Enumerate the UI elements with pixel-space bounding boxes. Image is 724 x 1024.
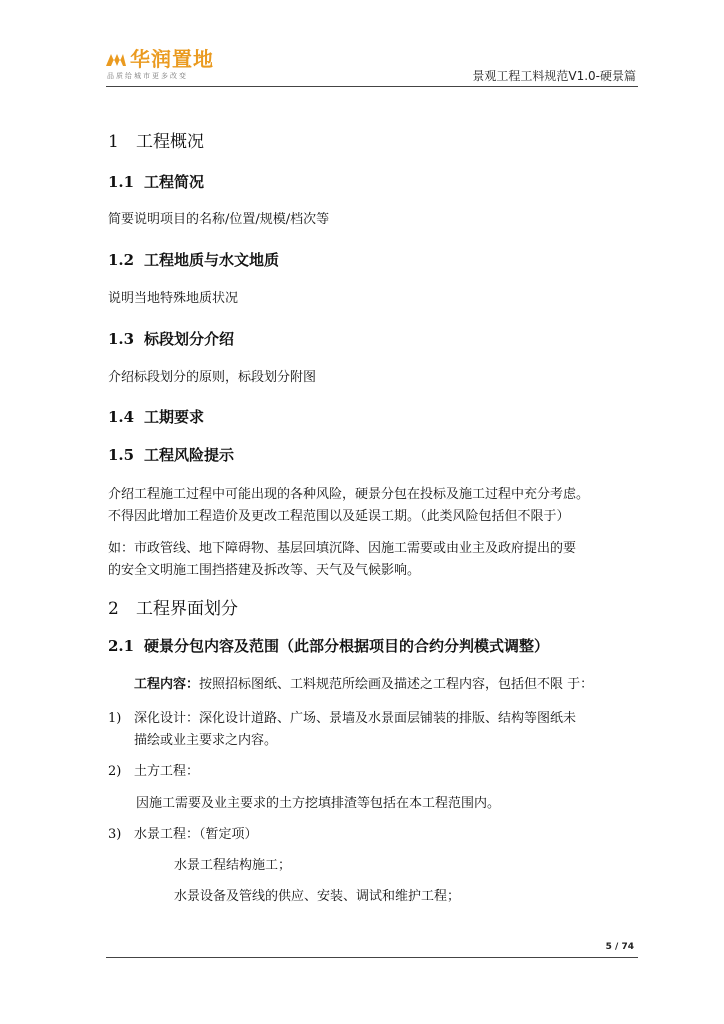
body-1-1: 简要说明项目的名称/位置/规模/档次等 [108, 212, 330, 227]
document-title: 景观工程工料规范V1.0-硬景篇 [472, 69, 636, 83]
list-item-text: 水景工程：（暂定项） [134, 827, 258, 842]
heading-section-1: 1 工程概况 [108, 132, 204, 152]
body-1-5-line: 如：市政管线、地下障碍物、基层回填沉降、因施工需要或由业主及政府提出的要 [108, 541, 577, 556]
logo-slogan: 品质给城市更多改变 [107, 72, 188, 80]
footer-divider [106, 957, 638, 958]
scope-lead: 工程内容：按照招标图纸、工料规范所绘画及描述之工程内容，包括但不限 于： [134, 677, 594, 692]
logo-text: 华润置地 [130, 47, 214, 71]
list-item-subtext: 水景工程结构施工； [174, 858, 292, 873]
list-item-text: 深化设计：深化设计道路、广场、景墙及水景面层铺装的排版、结构等图纸未 [134, 711, 577, 726]
heading-section-2: 2 工程界面划分 [108, 599, 238, 619]
header-divider [106, 86, 638, 87]
list-item-number: 1) [108, 711, 122, 726]
list-item-subtext: 水景设备及管线的供应、安装、调试和维护工程； [174, 889, 461, 904]
heading-1-5: 1.5 工程风险提示 [108, 446, 235, 464]
list-item-number: 3) [108, 827, 122, 842]
heading-1-2: 1.2 工程地质与水文地质 [108, 251, 280, 269]
body-1-5-line: 介绍工程施工过程中可能出现的各种风险，硬景分包在投标及施工过程中充分考虑。 [108, 487, 590, 502]
page-number: 5 / 74 [605, 942, 634, 952]
heading-1-4: 1.4 工期要求 [108, 408, 205, 426]
heading-1-3: 1.3 标段划分介绍 [108, 330, 235, 348]
body-1-2: 说明当地特殊地质状况 [108, 291, 239, 306]
logo-icon [106, 50, 126, 70]
list-item-text: 土方工程： [134, 764, 200, 779]
heading-2-1: 2.1 硬景分包内容及范围（此部分根据项目的合约分判模式调整） [108, 637, 550, 655]
body-1-3: 介绍标段划分的原则，标段划分附图 [108, 370, 317, 385]
heading-1-1: 1.1 工程简况 [108, 173, 205, 191]
body-1-5-line: 的安全文明施工围挡搭建及拆改等、天气及气候影响。 [108, 563, 421, 578]
list-item-number: 2) [108, 764, 122, 779]
list-item-text: 描绘或业主要求之内容。 [134, 733, 278, 748]
body-1-5-line: 不得因此增加工程造价及更改工程范围以及延误工期。（此类风险包括但不限于） [108, 509, 570, 524]
list-item-subtext: 因施工需要及业主要求的土方挖填排渣等包括在本工程范围内。 [136, 796, 501, 811]
